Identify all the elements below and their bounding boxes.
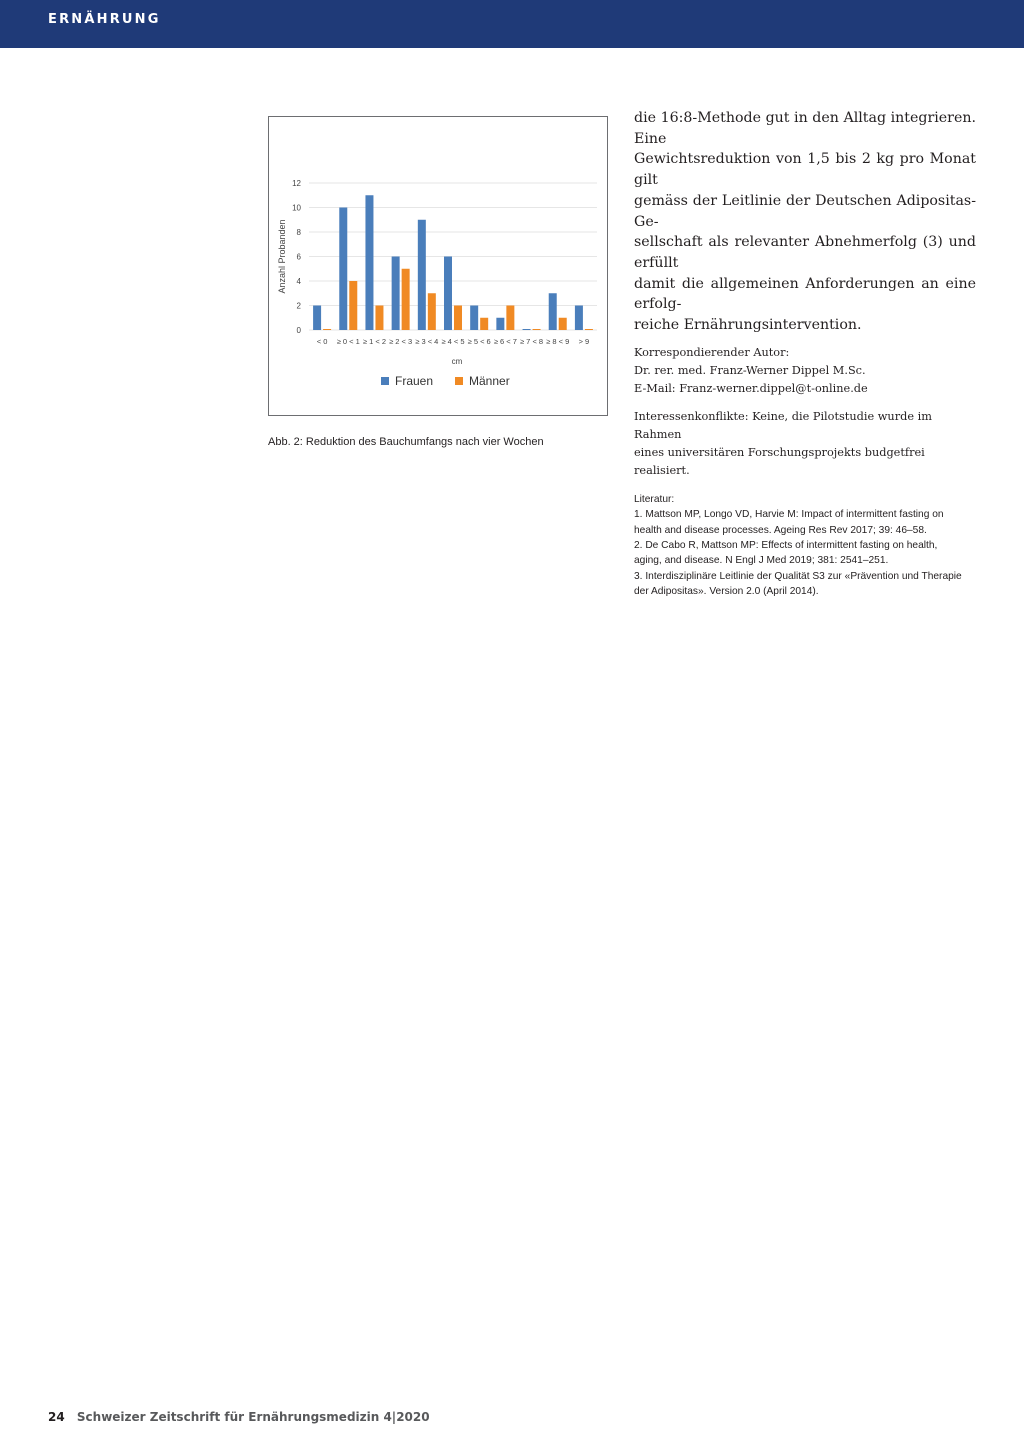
bar-männer	[454, 306, 462, 331]
bar-frauen	[339, 208, 347, 331]
bar-männer	[323, 329, 331, 330]
reference-line: 1. Mattson MP, Longo VD, Harvie M: Impact of intermittent fasting on	[634, 509, 944, 521]
body-line: gemäss der Leitlinie der Deutschen Adipositas-Ge-	[634, 192, 976, 230]
x-tick-label: ≥ 3 < 4	[415, 337, 439, 346]
y-tick-label: 10	[292, 203, 301, 213]
x-axis-label: cm	[451, 357, 463, 366]
bar-männer	[585, 329, 593, 330]
right-column	[634, 108, 976, 600]
x-tick-label: ≥ 7 < 8	[519, 337, 544, 346]
figure-caption: Abb. 2: Reduktion des Bauchumfangs nach vier Wochen	[268, 436, 544, 448]
author-name: Dr. rer. med. Franz-Werner Dippel M.Sc.	[634, 363, 866, 377]
legend-swatch	[455, 377, 463, 385]
author-block	[634, 344, 976, 398]
bar-frauen	[365, 195, 373, 330]
publication-name: Schweizer Zeitschrift für Ernährungsmedizin 4|2020	[76, 1410, 430, 1424]
conflict-line: Interessenkonflikte: Keine, die Pilotstudie wurde im Rahmen	[634, 409, 932, 441]
x-tick-label: ≥ 0 < 1	[336, 337, 360, 346]
bar-männer	[480, 318, 488, 330]
x-tick-label: < 0	[316, 337, 328, 346]
bar-männer	[559, 318, 567, 330]
bar-männer	[428, 293, 436, 330]
bar-männer	[533, 329, 541, 330]
body-line: sellschaft als relevanter Abnehmerfolg (3) und erfüllt	[634, 234, 976, 271]
page-footer	[48, 1410, 430, 1424]
x-tick-label: ≥ 2 < 3	[389, 337, 413, 346]
conflict-line: eines universitären Forschungsprojekts budgetfrei realisiert.	[634, 445, 925, 477]
body-line: reiche Ernährungsintervention.	[634, 317, 862, 334]
reference-line: aging, and disease. N Engl J Med 2019; 381: 2541–251.	[634, 555, 889, 567]
bar-frauen	[313, 306, 321, 331]
bar-männer	[349, 281, 357, 330]
bar-frauen	[575, 306, 583, 331]
y-tick-label: 6	[296, 252, 301, 262]
body-paragraph	[634, 108, 976, 336]
reference-line: 3. Interdisziplinäre Leitlinie der Qualität S3 zur «Prävention und Therapie	[634, 570, 962, 582]
y-axis-label: Anzahl Probanden	[277, 219, 287, 294]
reference-line: 2. De Cabo R, Mattson MP: Effects of intermittent fasting on health,	[634, 539, 938, 551]
figure-frame	[268, 116, 608, 416]
y-tick-label: 2	[296, 301, 301, 311]
x-tick-label: ≥ 5 < 6	[467, 337, 491, 346]
body-line: die 16:8-Methode gut in den Alltag integrieren. Eine	[634, 110, 976, 147]
bar-frauen	[470, 306, 478, 331]
body-line: Gewichtsreduktion von 1,5 bis 2 kg pro Monat gilt	[634, 151, 976, 189]
reference-line: health and disease processes. Ageing Res Rev 2017; 39: 46–58.	[634, 524, 927, 536]
header-bar	[0, 0, 1024, 48]
x-tick-label: ≥ 8 < 9	[546, 337, 570, 346]
legend-label: Frauen	[395, 374, 434, 388]
bar-frauen	[444, 257, 452, 331]
body-line: damit die allgemeinen Anforderungen an eine erfolg-	[634, 275, 976, 313]
bar-frauen	[549, 293, 557, 330]
bar-chart	[269, 117, 607, 415]
author-email: E-Mail: Franz-werner.dippel@t-online.de	[634, 381, 868, 395]
bar-frauen	[496, 318, 504, 330]
references-title: Literatur:	[634, 493, 675, 505]
bar-männer	[506, 306, 514, 331]
x-tick-label: ≥ 6 < 7	[493, 337, 517, 346]
legend-swatch	[381, 377, 389, 385]
conflict-statement	[634, 408, 976, 480]
section-label: ERNÄHRUNG	[48, 12, 161, 27]
bar-frauen	[392, 257, 400, 331]
bar-frauen	[418, 220, 426, 330]
bar-männer	[402, 269, 410, 330]
bar-männer	[375, 306, 383, 331]
y-tick-label: 8	[296, 228, 301, 237]
y-tick-label: 0	[296, 326, 301, 335]
x-tick-label: > 9	[578, 337, 590, 346]
author-label: Korrespondierender Autor:	[634, 345, 790, 359]
y-tick-label: 4	[296, 277, 301, 286]
x-tick-label: ≥ 1 < 2	[362, 337, 387, 346]
legend-label: Männer	[469, 374, 510, 388]
references	[634, 492, 976, 600]
reference-line: der Adipositas». Version 2.0 (April 2014).	[634, 586, 819, 598]
x-tick-label: ≥ 4 < 5	[441, 337, 465, 346]
bar-frauen	[523, 329, 531, 330]
y-tick-label: 12	[292, 179, 301, 188]
page-number: 24	[48, 1410, 65, 1424]
